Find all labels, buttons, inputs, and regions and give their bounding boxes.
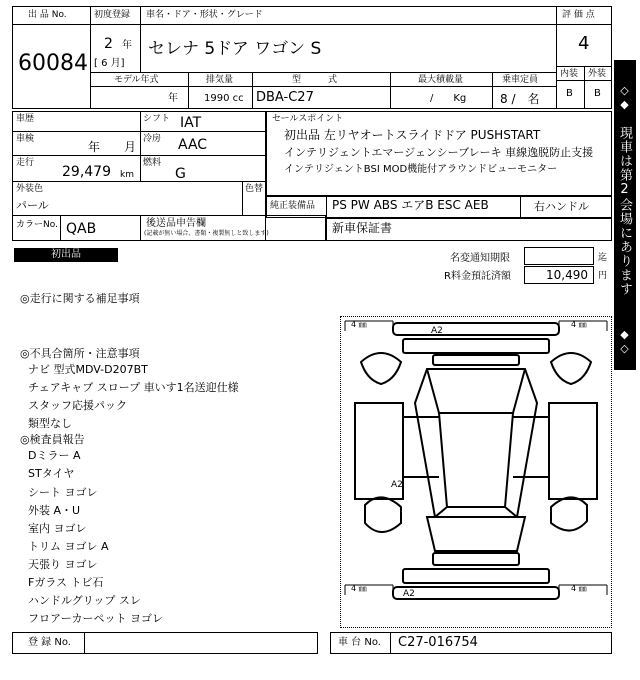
- model-code: DBA-C27: [256, 90, 314, 105]
- shift-label: シフト: [143, 114, 171, 124]
- roof-panel: [439, 413, 513, 507]
- chassis-number: C27-016754: [398, 635, 478, 650]
- exterior-label: 外装: [588, 69, 607, 79]
- banner-top-diamonds: ◇◆: [618, 84, 631, 112]
- name-change-label: 名変通知期限: [450, 253, 510, 264]
- inspector-item: ハンドルグリップ スレ: [28, 594, 141, 607]
- divider: [12, 24, 90, 25]
- tire-depth-label: 4 ㎜: [571, 584, 587, 593]
- inspector-item: 天張り ヨゴレ: [28, 558, 98, 571]
- name-change-box: [524, 247, 594, 265]
- divider: [90, 72, 556, 73]
- defect-item: スタッフ応援パック: [28, 399, 127, 412]
- defects-title: ◎不具合箇所・注意事項: [20, 347, 140, 360]
- divider: [242, 181, 243, 215]
- warranty-value: 新車保証書: [332, 221, 393, 235]
- mileage-label: 走行: [16, 158, 35, 168]
- divider: [140, 111, 141, 181]
- car-name-label: 車名・ドア・形状・グレード: [146, 10, 263, 20]
- max-load-value: / Kg: [430, 93, 467, 104]
- steering-value: 右ハンドル: [534, 200, 589, 213]
- displacement-value: 1990 cc: [204, 93, 244, 104]
- tire-depth-label: 4 ㎜: [351, 584, 367, 593]
- divider: [12, 131, 266, 132]
- divider: [90, 86, 556, 87]
- mileage-unit: km: [120, 170, 134, 180]
- rear-hatch: [427, 517, 525, 551]
- divider: [492, 72, 493, 109]
- ac-value: AAC: [178, 137, 208, 153]
- divider: [90, 24, 556, 25]
- model-year-label: モデル年式: [114, 75, 159, 85]
- model-year-unit: 年: [168, 93, 178, 104]
- tire-depth-label: 4 ㎜: [571, 320, 587, 329]
- sales-point-line-1: 初出品 左リヤオートスライドドア PUSHSTART: [284, 128, 541, 142]
- front-left-wheel: [361, 353, 401, 384]
- shift-value: IAT: [180, 115, 202, 131]
- recycle-label: R料金預託済額: [444, 271, 511, 282]
- tire-depth-label: 4 ㎜: [351, 320, 367, 329]
- chassis-label: 車 台 No.: [338, 637, 381, 648]
- car-outline: [341, 317, 611, 627]
- post-reg-label: 後送品申告欄: [146, 218, 206, 229]
- sales-point-line-3: インテリジェントBSI MOD機能付アラウンドビューモニター: [284, 164, 558, 175]
- rear-right-wheel: [551, 497, 587, 530]
- max-load-label: 最大積載量: [418, 75, 464, 85]
- color-no-label: カラーNo.: [16, 220, 58, 230]
- banner-text: 現車は第2会場にあります: [617, 126, 632, 296]
- inspector-item: シート ヨゴレ: [28, 486, 98, 499]
- grille: [433, 355, 519, 365]
- inspector-item: 外装 A・U: [28, 504, 81, 517]
- fuel-value: G: [175, 166, 186, 182]
- divider: [90, 6, 91, 109]
- equipment-value: PS PW ABS エアB ESC AEB: [332, 198, 489, 212]
- color-change-label: 色替: [245, 184, 264, 194]
- capacity-label: 乗車定員: [502, 75, 539, 85]
- inspector-item: Dミラー A: [28, 449, 81, 462]
- divider: [556, 24, 612, 25]
- damage-mark: A2: [403, 589, 415, 599]
- divider: [390, 632, 391, 654]
- divider: [584, 66, 585, 109]
- first-reg-year: 2: [104, 36, 113, 52]
- hood-front: [403, 339, 549, 353]
- first-reg-month: [ 6 月]: [94, 58, 125, 69]
- ac-label: 冷房: [143, 134, 162, 144]
- defect-item: チェアキャブ スロープ 車いす1名送迎仕様: [28, 381, 239, 394]
- recycle-value: 10,490: [546, 268, 588, 282]
- driving-notes-title: ◎走行に関する補足事項: [20, 292, 140, 305]
- capacity-value: 8 / 名: [500, 92, 540, 106]
- score-value: 4: [578, 33, 590, 54]
- displacement-label: 排気量: [206, 75, 234, 85]
- rear-bumper: [393, 587, 559, 599]
- inspector-item: トリム ヨゴレ A: [28, 540, 109, 553]
- front-bumper: [393, 323, 559, 335]
- divider: [60, 215, 61, 241]
- divider: [252, 72, 253, 109]
- inspector-item: STタイヤ: [28, 467, 75, 480]
- name-change-unit: 迄: [598, 253, 608, 263]
- color-no-value: QAB: [66, 221, 97, 237]
- sales-point-title: セールスポイント: [272, 114, 344, 124]
- inspector-item: Fガラス トビ石: [28, 576, 104, 589]
- interior-label: 内装: [560, 69, 579, 79]
- inspector-title: ◎検査員報告: [20, 433, 85, 446]
- recycle-unit: 円: [598, 271, 608, 281]
- post-reg-note: (記載が無い場合、書類・複製無しと致します): [144, 230, 269, 237]
- divider: [12, 155, 266, 156]
- reg-no-label: 登 録 No.: [28, 637, 71, 648]
- score-label: 評 価 点: [562, 10, 595, 20]
- divider: [556, 6, 557, 109]
- fuel-label: 燃料: [143, 158, 162, 168]
- venue-side-banner: [614, 60, 636, 370]
- first-listing-band: 初出品: [14, 248, 118, 262]
- car-damage-diagram: [340, 316, 612, 628]
- rear-left-wheel: [365, 497, 401, 532]
- inspection-label: 車検: [16, 134, 35, 144]
- first-reg-label: 初度登録: [94, 10, 131, 20]
- divider: [188, 72, 189, 109]
- divider: [390, 72, 391, 109]
- front-right-wheel: [551, 353, 591, 384]
- inspector-item: フロアーカーペット ヨゴレ: [28, 612, 163, 625]
- first-reg-year-unit: 年: [122, 40, 132, 51]
- defect-item: 類型なし: [28, 417, 72, 430]
- interior-grade: B: [566, 88, 573, 99]
- history-label: 車歴: [16, 114, 35, 124]
- rear-window: [433, 553, 519, 565]
- inspection-value: 年 月: [88, 140, 137, 154]
- exterior-color-label: 外装色: [16, 184, 44, 194]
- stock-number: 60084: [18, 51, 88, 76]
- exterior-color-value: パール: [16, 199, 49, 212]
- banner-bottom-diamonds: ◆◇: [618, 328, 631, 356]
- rear-panel: [403, 569, 549, 583]
- equipment-label: 純正装備品: [270, 201, 316, 211]
- stock-no-label: 出 品 No.: [28, 10, 67, 20]
- car-name: セレナ 5ドア ワゴン S: [148, 39, 322, 59]
- right-side-panel: [549, 403, 597, 499]
- divider: [140, 6, 141, 72]
- sales-point-line-2: インテリジェントエマージェンシーブレーキ 車線逸脱防止支援: [284, 146, 594, 159]
- damage-mark: A2: [391, 480, 403, 490]
- model-code-label: 型 式: [292, 75, 338, 85]
- mileage-value: 29,479: [62, 164, 111, 180]
- divider: [84, 632, 85, 654]
- divider: [12, 181, 266, 182]
- exterior-grade: B: [594, 88, 601, 99]
- divider: [520, 196, 521, 218]
- inspector-item: 室内 ヨゴレ: [28, 522, 87, 535]
- defect-item: ナビ 型式MDV-D207BT: [28, 363, 148, 376]
- damage-mark: A2: [431, 326, 443, 336]
